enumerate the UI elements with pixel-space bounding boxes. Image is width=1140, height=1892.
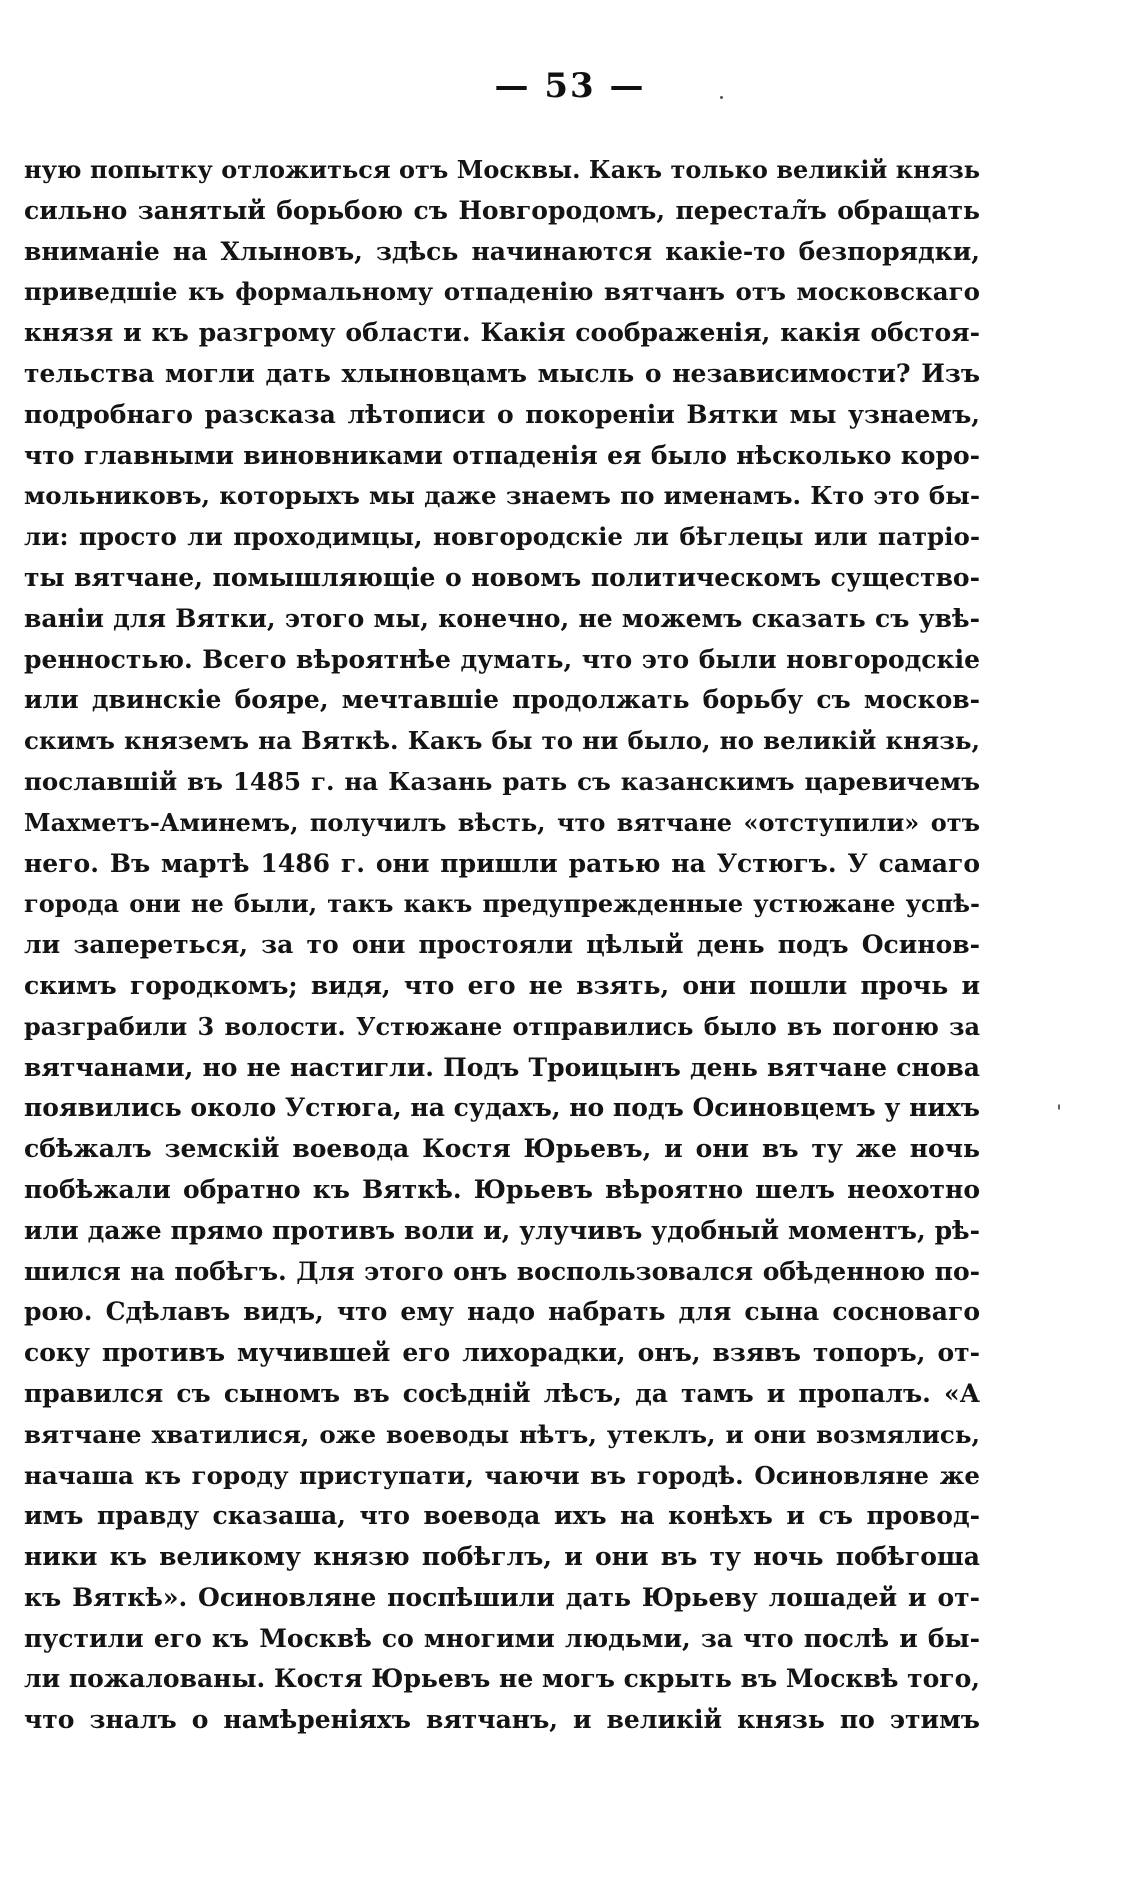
text-line: ты вятчане, помышляющіе о новомъ политическомъ существо-	[24, 562, 980, 592]
text-line: сильно занятый борьбою съ Новгородомъ, перестал̃ъ обращать	[24, 195, 980, 225]
scan-speck	[720, 96, 723, 99]
text-line: князя и къ разгрому области. Какія соображенія, какія обстоя-	[24, 318, 980, 348]
text-line: разграбили 3 волости. Устюжане отправились было въ погоню за	[24, 1011, 980, 1041]
text-line: имъ правду сказаша, что воевода ихъ на конѣхъ и съ провод-	[24, 1501, 980, 1531]
text-line: скимъ городкомъ; видя, что его не взять, они пошли прочь и	[24, 970, 980, 1000]
text-line: города они не были, такъ какъ предупрежденные устюжане успѣ-	[24, 889, 980, 919]
text-line: ли: просто ли проходимцы, новгородскіе ли бѣглецы или патріо-	[24, 522, 980, 552]
text-line: подробнаго разсказа лѣтописи о покореніи Вятки мы узнаемъ,	[24, 399, 980, 429]
body-text	[24, 150, 980, 1741]
text-line: ли пожалованы. Костя Юрьевъ не могъ скрыть въ Москвѣ того,	[24, 1664, 980, 1694]
text-line: вятчане хватилися, оже воеводы нѣтъ, утеклъ, и они возмялись,	[24, 1419, 980, 1449]
text-line: ную попытку отложиться отъ Москвы. Какъ только великій князь	[24, 155, 980, 184]
text-line: скимъ княземъ на Вяткѣ. Какъ бы то ни было, но великій князь,	[24, 726, 980, 756]
text-line: рою. Сдѣлавъ видъ, что ему надо набрать для сына сосноваго	[24, 1297, 980, 1327]
text-line: пустили его къ Москвѣ со многими людьми, за что послѣ и бы-	[24, 1623, 980, 1653]
text-line: ренностью. Всего вѣроятнѣе думать, что это были новгородскіе	[24, 644, 980, 674]
text-line: Махметъ-Аминемъ, получилъ вѣсть, что вятчане «отступили» отъ	[24, 807, 980, 837]
text-line: что зналъ о намѣреніяхъ вятчанъ, и великій князь по этимъ	[24, 1705, 980, 1735]
text-line: соку противъ мучившей его лихорадки, онъ, взявъ топоръ, от-	[24, 1338, 980, 1368]
text-line: ваніи для Вятки, этого мы, конечно, не можемъ сказать съ увѣ-	[24, 603, 980, 633]
text-line: шился на побѣгъ. Для этого онъ воспользовался обѣденною по-	[24, 1256, 980, 1286]
scan-speck	[1058, 1104, 1060, 1110]
text-line: побѣжали обратно къ Вяткѣ. Юрьевъ вѣроятно шелъ неохотно	[24, 1174, 980, 1204]
text-line: правился съ сыномъ въ сосѣдній лѣсъ, да тамъ и пропалъ. «А	[24, 1378, 980, 1408]
text-line: вниманіе на Хлыновъ, здѣсь начинаются какіе-то безпорядки,	[24, 236, 980, 266]
text-line: появились около Устюга, на судахъ, но подъ Осиновцемъ у нихъ	[24, 1093, 980, 1123]
page-number: — 53 —	[494, 66, 646, 106]
text-line: мольниковъ, которыхъ мы даже знаемъ по именамъ. Кто это бы-	[24, 481, 980, 511]
text-line: что главными виновниками отпаденія ея было нѣсколько коро-	[24, 440, 980, 470]
text-line: или двинскіе бояре, мечтавшіе продолжать борьбу съ москов-	[24, 685, 980, 715]
text-line: тельства могли дать хлыновцамъ мысль о независимости? Изъ	[24, 358, 980, 388]
text-line: сбѣжалъ земскій воевода Костя Юрьевъ, и они въ ту же ночь	[24, 1134, 980, 1164]
text-line: ники къ великому князю побѣглъ, и они въ ту ночь побѣгоша	[24, 1542, 980, 1572]
text-line: или даже прямо противъ воли и, улучивъ удобный моментъ, рѣ-	[24, 1215, 980, 1245]
text-line: ли запереться, за то они простояли цѣлый день подъ Осинов-	[24, 930, 980, 960]
text-line: пославшій въ 1485 г. на Казань рать съ казанскимъ царевичемъ	[24, 766, 980, 796]
text-line: приведшіе къ формальному отпаденію вятчанъ отъ московскаго	[24, 277, 980, 307]
text-line: вятчанами, но не настигли. Подъ Троицынъ день вятчане снова	[24, 1052, 980, 1082]
text-line: него. Въ мартѣ 1486 г. они пришли ратью на Устюгъ. У самаго	[24, 848, 980, 878]
text-line: къ Вяткѣ». Осиновляне поспѣшили дать Юрьеву лошадей и от-	[24, 1582, 980, 1612]
text-line: начаша къ городу приступати, чаючи въ городѣ. Осиновляне же	[24, 1460, 980, 1490]
